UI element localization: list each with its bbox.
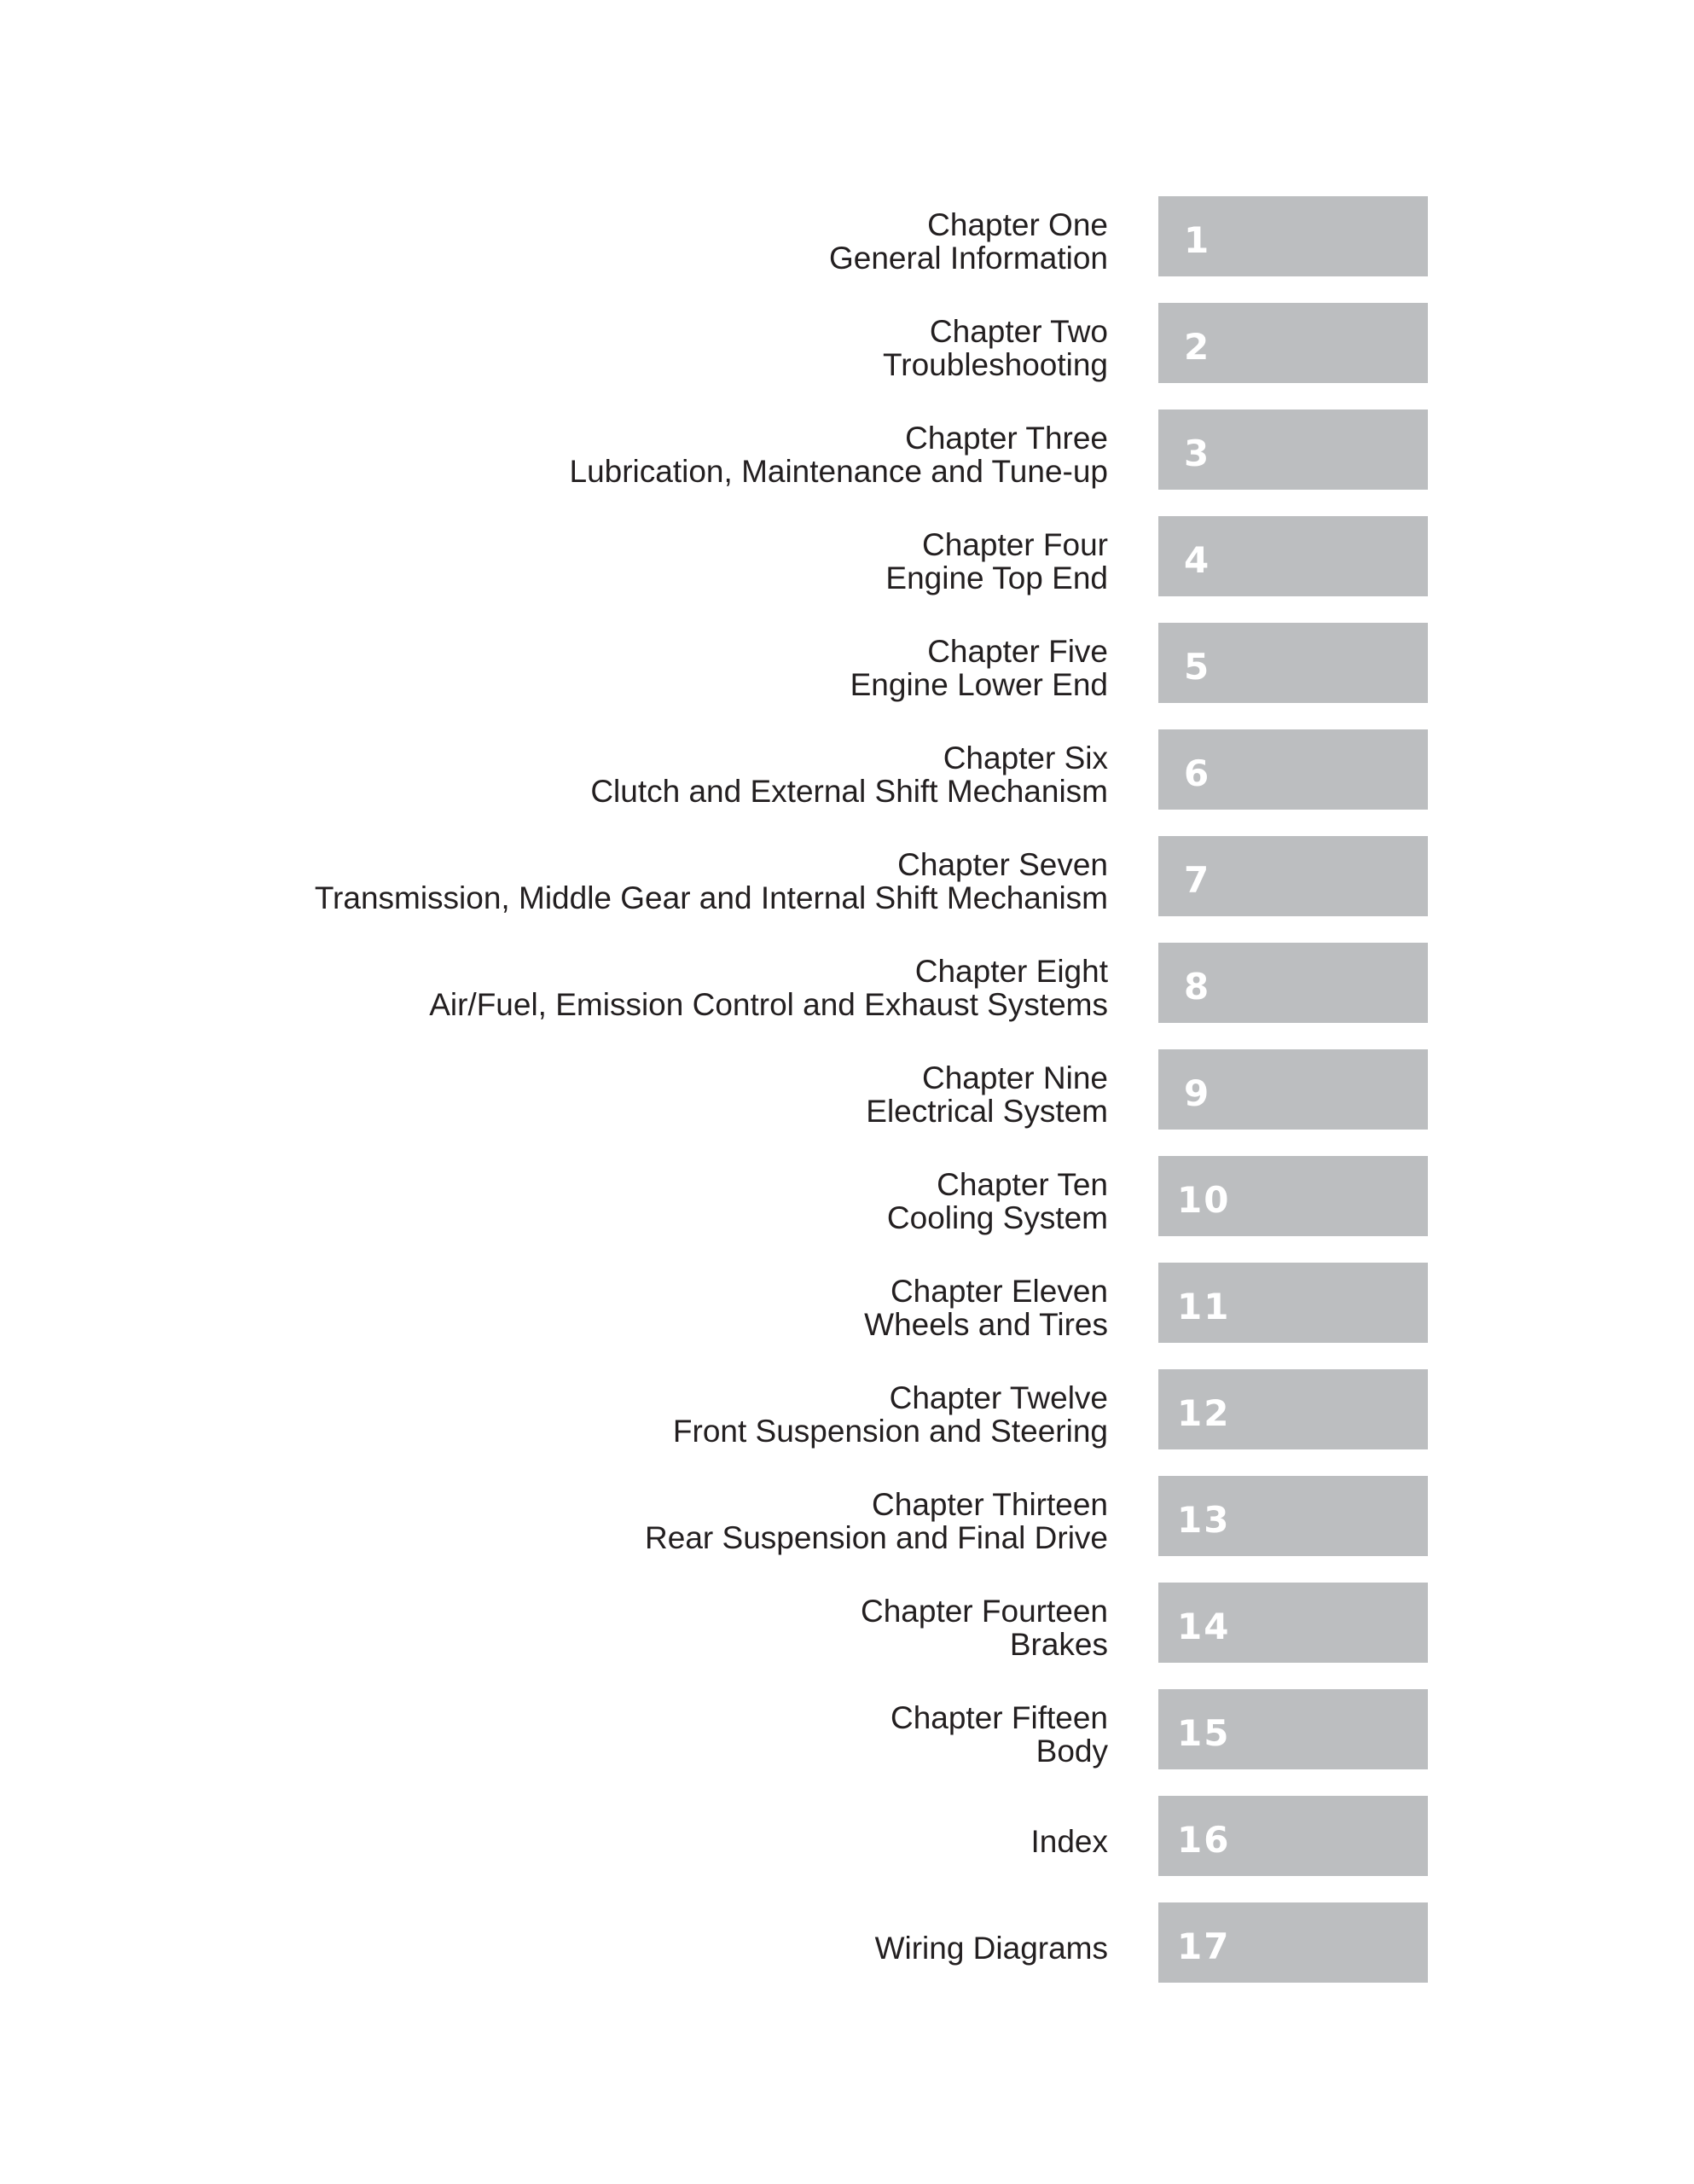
chapter-title: Rear Suspension and Final Drive	[645, 1520, 1108, 1555]
chapter-tab[interactable]	[1158, 1263, 1428, 1343]
chapter-label: Chapter Nine	[921, 1060, 1108, 1095]
toc-entry-17[interactable]	[0, 1902, 1694, 2009]
chapter-tab[interactable]	[1158, 1796, 1428, 1876]
chapter-title: Cooling System	[886, 1200, 1108, 1235]
chapter-label: Chapter Three	[905, 421, 1108, 456]
toc-entry-text[interactable]	[84, 1801, 1108, 1881]
toc-entry-2[interactable]	[0, 303, 1694, 410]
chapter-label: Chapter Two	[929, 314, 1108, 349]
chapter-title: Engine Top End	[885, 561, 1108, 595]
chapter-number: 15	[1177, 1711, 1231, 1754]
chapter-title: Clutch and External Shift Mechanism	[590, 774, 1108, 809]
chapter-tab[interactable]	[1158, 1689, 1428, 1769]
chapter-label: Chapter Ten	[937, 1167, 1108, 1202]
chapter-title: General Information	[828, 241, 1108, 276]
toc-entry-9[interactable]	[0, 1049, 1694, 1156]
toc-entry-text[interactable]	[84, 1161, 1108, 1241]
chapter-label: Chapter One	[927, 207, 1108, 242]
chapter-number: 14	[1177, 1605, 1231, 1647]
chapter-number: 9	[1184, 1072, 1211, 1114]
chapter-label: Chapter Four	[922, 527, 1108, 562]
chapter-number: 4	[1184, 538, 1211, 581]
toc-entry-16[interactable]	[0, 1796, 1694, 1902]
toc-entry-14[interactable]	[0, 1583, 1694, 1689]
chapter-label: Chapter Eleven	[890, 1274, 1108, 1309]
chapter-number: 6	[1184, 752, 1211, 794]
chapter-number: 7	[1184, 858, 1211, 901]
chapter-label: Chapter Thirteen	[872, 1487, 1108, 1522]
chapter-title: Brakes	[1009, 1627, 1108, 1662]
chapter-title: Wheels and Tires	[864, 1307, 1108, 1342]
toc-entry-7[interactable]	[0, 836, 1694, 943]
toc-entry-3[interactable]	[0, 410, 1694, 516]
chapter-label: Chapter Five	[927, 634, 1108, 669]
toc-entry-8[interactable]	[0, 943, 1694, 1049]
toc-entry-text[interactable]	[84, 735, 1108, 815]
toc-entry-text[interactable]	[84, 1908, 1108, 1988]
chapter-tab[interactable]	[1158, 1476, 1428, 1556]
chapter-number: 10	[1177, 1178, 1231, 1221]
chapter-number: 8	[1184, 965, 1211, 1008]
chapter-number: 11	[1177, 1285, 1231, 1327]
chapter-tab[interactable]	[1158, 1583, 1428, 1663]
chapter-title: Troubleshooting	[883, 347, 1108, 382]
toc-entry-11[interactable]	[0, 1263, 1694, 1369]
chapter-number: 5	[1184, 645, 1211, 688]
chapter-title: Wiring Diagrams	[874, 1930, 1108, 1966]
chapter-number: 2	[1184, 325, 1211, 368]
toc-entry-text[interactable]	[84, 1054, 1108, 1135]
toc-entry-6[interactable]	[0, 729, 1694, 836]
chapter-tab[interactable]	[1158, 1902, 1428, 1983]
chapter-tab[interactable]	[1158, 623, 1428, 703]
chapter-title: Front Suspension and Steering	[672, 1414, 1108, 1449]
chapter-tab[interactable]	[1158, 1049, 1428, 1130]
chapter-tab[interactable]	[1158, 516, 1428, 596]
chapter-title: Transmission, Middle Gear and Internal Shift Mechanism	[314, 880, 1108, 915]
toc-entry-text[interactable]	[84, 841, 1108, 921]
toc-entry-text[interactable]	[84, 1588, 1108, 1668]
chapter-tab[interactable]	[1158, 303, 1428, 383]
chapter-tab[interactable]	[1158, 410, 1428, 490]
chapter-number: 1	[1184, 218, 1211, 261]
chapter-title: Electrical System	[866, 1094, 1108, 1129]
chapter-tab[interactable]	[1158, 943, 1428, 1023]
toc-entry-text[interactable]	[84, 948, 1108, 1028]
toc-entry-text[interactable]	[84, 1268, 1108, 1348]
chapter-title: Lubrication, Maintenance and Tune-up	[569, 454, 1108, 489]
toc-entry-10[interactable]	[0, 1156, 1694, 1263]
toc-entry-text[interactable]	[84, 201, 1108, 282]
toc-entry-5[interactable]	[0, 623, 1694, 729]
chapter-label: Chapter Seven	[897, 847, 1108, 882]
chapter-label: Chapter Eight	[914, 954, 1108, 989]
toc-entry-text[interactable]	[84, 1481, 1108, 1561]
chapter-label: Chapter Twelve	[889, 1380, 1108, 1415]
toc-entry-4[interactable]	[0, 516, 1694, 623]
toc-entry-text[interactable]	[84, 628, 1108, 708]
chapter-title: Body	[1036, 1734, 1108, 1769]
toc-entry-13[interactable]	[0, 1476, 1694, 1583]
toc-entry-12[interactable]	[0, 1369, 1694, 1476]
chapter-number: 17	[1177, 1925, 1231, 1967]
chapter-label: Chapter Fifteen	[890, 1700, 1108, 1735]
chapter-label: Chapter Six	[943, 741, 1108, 775]
chapter-number: 12	[1177, 1391, 1231, 1434]
chapter-tab[interactable]	[1158, 196, 1428, 276]
toc-entry-text[interactable]	[84, 308, 1108, 388]
chapter-label: Chapter Fourteen	[860, 1594, 1108, 1629]
chapter-number: 3	[1184, 432, 1211, 474]
chapter-number: 16	[1177, 1818, 1231, 1861]
chapter-title: Index	[1030, 1823, 1108, 1859]
toc-entry-text[interactable]	[84, 1694, 1108, 1774]
chapter-title: Engine Lower End	[850, 667, 1108, 702]
toc-entry-15[interactable]	[0, 1689, 1694, 1796]
chapter-number: 13	[1177, 1498, 1231, 1541]
toc-entry-1[interactable]	[0, 196, 1694, 303]
chapter-tab[interactable]	[1158, 1156, 1428, 1236]
toc-entry-text[interactable]	[84, 1374, 1108, 1455]
chapter-tab[interactable]	[1158, 1369, 1428, 1449]
table-of-contents	[0, 196, 1694, 2009]
chapter-tab[interactable]	[1158, 836, 1428, 916]
chapter-tab[interactable]	[1158, 729, 1428, 810]
toc-entry-text[interactable]	[84, 415, 1108, 495]
toc-entry-text[interactable]	[84, 521, 1108, 601]
chapter-title: Air/Fuel, Emission Control and Exhaust Systems	[429, 987, 1108, 1022]
